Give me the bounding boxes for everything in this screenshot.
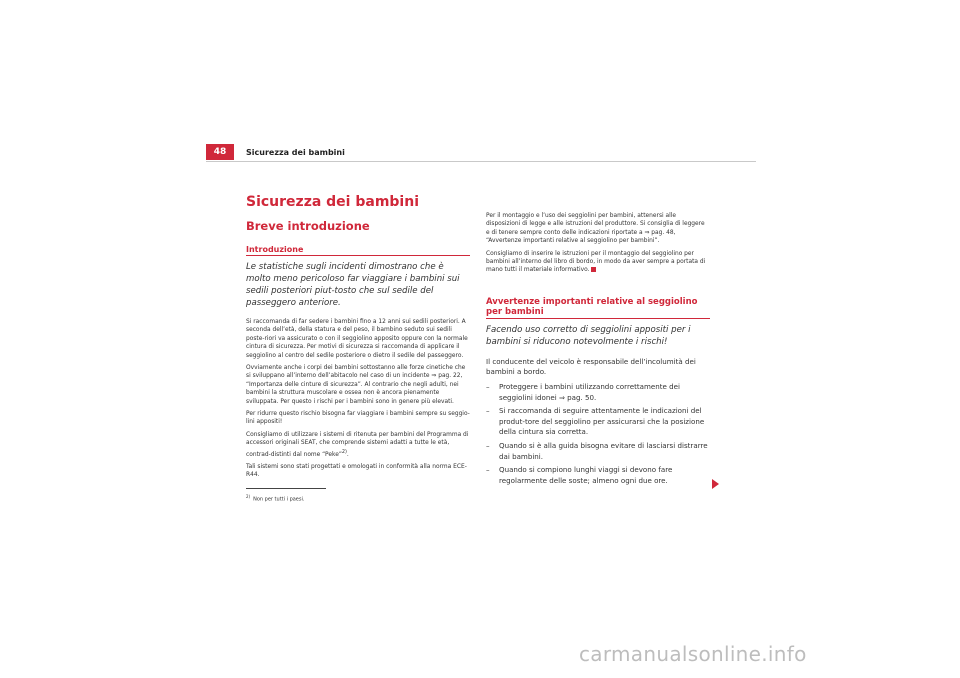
right-column — [486, 212, 710, 489]
warnings-heading: Avvertenze importanti relative al seggiolino per bambini — [486, 297, 710, 319]
header-divider — [206, 161, 756, 162]
intro-heading: Introduzione — [246, 245, 470, 256]
manual-text: Consigliamo di inserire le istruzioni per il montaggio del seggiolino per bambini all’interno del libro di bordo, in modo da aver sempre a portata di mano tutti il materiale informativo. — [486, 250, 706, 274]
list-item-text: Si raccomanda di seguire attentamente le indicazioni del produt-tore del seggiolino per assicurarsi che la posizione della cintura sia corretta. — [499, 406, 705, 437]
intro-paragraph-norm: Tali sistemi sono stati progettati e omologati in conformità alla norma ECE-R44. — [246, 464, 467, 479]
dash-marker: – — [486, 465, 490, 475]
intro-paragraph-seat — [246, 431, 470, 459]
page-title: Sicurezza dei bambini — [246, 194, 419, 210]
running-header-title: Sicurezza dei bambini — [246, 148, 345, 157]
continue-arrow-icon[interactable] — [712, 479, 719, 489]
left-column — [246, 245, 470, 484]
watermark: carmanualsonline.info — [579, 642, 807, 666]
list-item-text: Proteggere i bambini utilizzando correttamente dei seggiolini idonei ⇒ pag. 50. — [499, 382, 680, 402]
footnote-marker: 2) — [246, 494, 251, 499]
dash-marker: – — [486, 406, 490, 416]
warnings-list — [486, 382, 710, 486]
page-number: 48 — [206, 144, 234, 160]
warnings-lead: Facendo uso corretto di seggiolini appositi per i bambini si riducono notevolmente i rischi! — [486, 324, 691, 347]
footnote-text: Non per tutti i paesi. — [253, 496, 305, 503]
intro-paragraph: Si raccomanda di far sedere i bambini fino a 12 anni sui sedili posteriori. A seconda dell’età, della statura e del peso, il bambino seduto sui sedili poste-riori va assicurato o con il seggiolino apposito oppure con la normale cintura di sicurezza. Per motivi di sicurezza si raccomanda di applicare il seggiolino al centro del sedile posteriore o dietro il sedile del passeggero. — [246, 319, 468, 359]
dash-marker: – — [486, 382, 490, 392]
manual-paragraph — [486, 250, 710, 275]
intro-paragraph: Per ridurre questo rischio bisogna far viaggiare i bambini sempre su seggio-lini appositi! — [246, 411, 470, 426]
list-item-text: Quando si compiono lunghi viaggi si devono fare regolarmente delle soste; almeno ogni due ore. — [499, 465, 673, 485]
mounting-paragraph: Per il montaggio e l’uso dei seggiolini per bambini, attenersi alle disposizioni di legge e alle istruzioni del produttore. Si consiglia di leggere e di tenere sempre conto delle indicazioni riportate a ⇒ pag. 48, “Avvertenze importanti relative al seggiolino per bambini”. — [486, 213, 705, 245]
spacer — [486, 279, 710, 297]
list-item — [486, 406, 710, 438]
dash-marker: – — [486, 441, 490, 450]
intro-paragraph: Ovviamente anche i corpi dei bambini sottostanno alle forze cinetiche che si sviluppano all’interno dell’abitacolo nel caso di un incidente ⇒ pag. 22, “Importanza delle cinture di sicurezza”. Al contrario che negli adulti, nei bambini la struttura muscolare e ossea non è ancora pienamente sviluppata. Per questo i rischi per i bambini sono in genere più elevati. — [246, 365, 466, 405]
intro-lead: Le statistiche sugli incidenti dimostrano che è molto meno pericoloso far viaggiare i bambini sui sedili posteriori piut-tosto che sul sedile del passeggero anteriore. — [246, 262, 460, 308]
footnote-divider — [246, 488, 326, 489]
footnote — [246, 494, 304, 503]
list-item — [486, 382, 710, 403]
stop-icon — [591, 267, 596, 272]
list-item — [486, 465, 710, 486]
seat-text-end: . — [346, 451, 349, 458]
seat-text: Consigliamo di utilizzare i sistemi di ritenuta per bambini del Programma di accessori originali SEAT, che comprende sistemi adatti a tutte le età, contrad-distinti dal nome “Peke” — [246, 431, 469, 458]
list-item-text: Quando si è alla guida bisogna evitare di lasciarsi distrarre dai bambini. — [499, 441, 708, 461]
warnings-intro: Il conducente del veicolo è responsabile dell’incolumità dei bambini a bordo. — [486, 356, 696, 377]
footnote-ref[interactable]: 2) — [341, 448, 347, 455]
list-item — [486, 441, 710, 462]
section-title: Breve introduzione — [246, 219, 370, 233]
